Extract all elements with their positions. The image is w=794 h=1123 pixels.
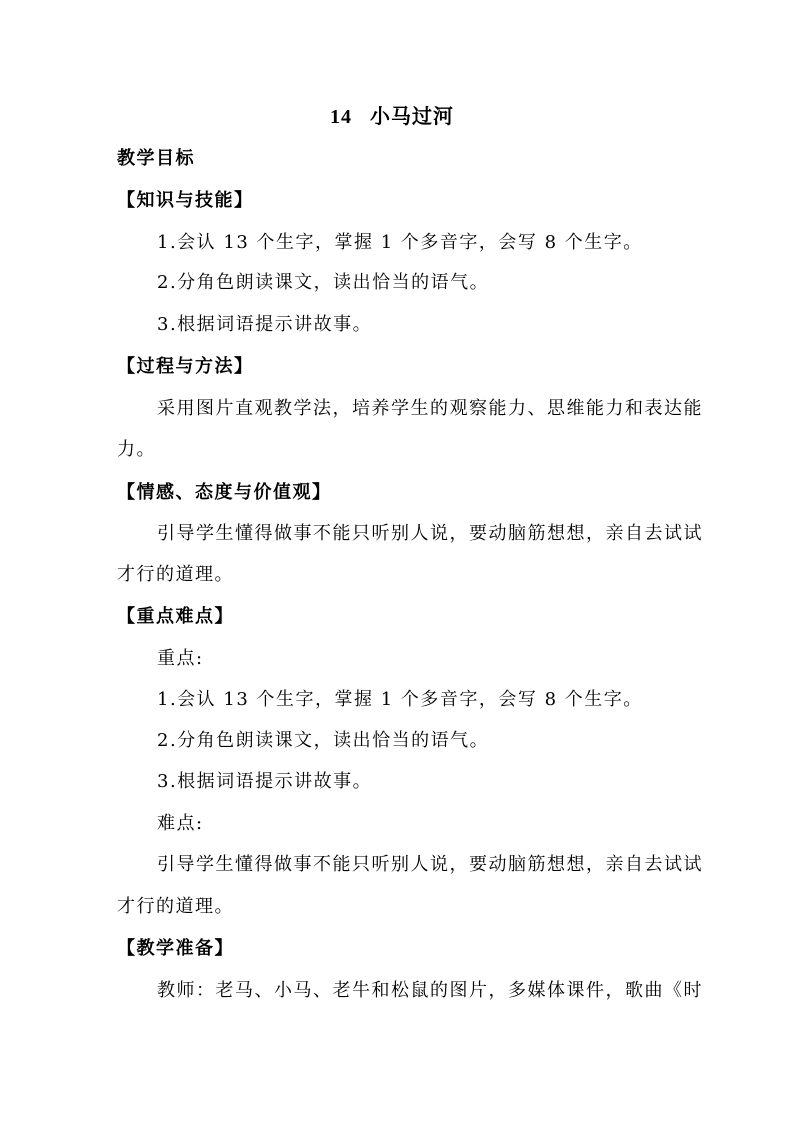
process-text: 采用图片直观教学法，培养学生的观察能力、思维能力和表达能: [157, 398, 703, 419]
knowledge-item: 1.会认 13 个生字，掌握 1 个多音字，会写 8 个生字。: [157, 232, 643, 253]
page-title: [330, 104, 454, 129]
prep-heading: 【教学准备】: [117, 938, 234, 959]
difficult-text: 引导学生懂得做事不能只听别人说，要动脑筋想想，亲自去试试: [157, 854, 703, 875]
lesson-number: 14: [330, 106, 352, 128]
key-item: 2.分角色朗读课文，读出恰当的语气。: [157, 730, 490, 751]
emotion-heading: 【情感、态度与价值观】: [117, 482, 332, 503]
difficult-label: 难点:: [157, 813, 204, 834]
knowledge-heading: 【知识与技能】: [117, 190, 254, 211]
difficult-text-continued: 才行的道理。: [117, 896, 234, 917]
emotion-text-continued: 才行的道理。: [117, 564, 234, 585]
key-label: 重点:: [157, 648, 204, 669]
key-item: 1.会认 13 个生字，掌握 1 个多音字，会写 8 个生字。: [157, 689, 643, 710]
process-heading: 【过程与方法】: [117, 356, 254, 377]
process-text-continued: 力。: [117, 439, 156, 460]
knowledge-item: 3.根据词语提示讲故事。: [157, 314, 373, 335]
goals-heading: 教学目标: [117, 148, 195, 169]
knowledge-item: 2.分角色朗读课文，读出恰当的语气。: [157, 272, 490, 293]
prep-text: 教师：老马、小马、老牛和松鼠的图片，多媒体课件，歌曲《时: [157, 980, 703, 1001]
emotion-text: 引导学生懂得做事不能只听别人说，要动脑筋想想，亲自去试试: [157, 523, 703, 544]
lesson-title: 小马过河: [370, 104, 454, 128]
key-item: 3.根据词语提示讲故事。: [157, 771, 373, 792]
key-heading: 【重点难点】: [117, 606, 234, 627]
